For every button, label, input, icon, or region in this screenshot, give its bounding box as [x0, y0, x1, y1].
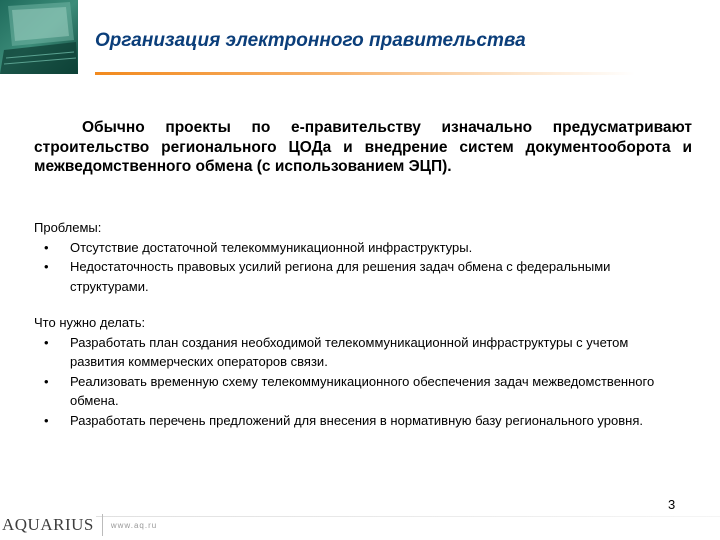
bullet: •	[44, 259, 49, 274]
list-item-text: Разработать план создания необходимой телекоммуникационной инфраструктуры с учетом развития коммерческих операторов связи.	[70, 334, 629, 369]
problems-heading: Проблемы:	[34, 220, 102, 235]
list-item	[34, 333, 674, 372]
logo-divider	[102, 514, 103, 536]
todo-list	[34, 333, 674, 431]
list-item-text: Реализовать временную схему телекоммуникационного обеспечения задач межведомственного обмена.	[70, 373, 655, 408]
todo-section	[34, 313, 674, 430]
list-item-text: Разработать перечень предложений для внесения в нормативную базу регионального уровня.	[70, 412, 643, 428]
list-item	[34, 238, 674, 258]
list-item-text: Недостаточность правовых усилий региона для решения задач обмена с федеральными структурами.	[70, 259, 611, 294]
bullet: •	[44, 412, 49, 428]
footer-url: www.aq.ru	[110, 520, 158, 530]
page-number: 3	[668, 497, 676, 512]
list-item	[34, 257, 674, 296]
footer-divider	[96, 516, 720, 517]
list-item-text: Отсутствие достаточной телекоммуникационной инфраструктуры.	[70, 239, 473, 255]
page-title: Организация электронного правительства	[95, 30, 526, 51]
bullet: •	[44, 239, 49, 255]
header-laptop-image	[0, 0, 78, 74]
company-logo: AQUARIUS	[2, 515, 94, 534]
title-underline	[95, 72, 635, 75]
footer-logo	[2, 513, 157, 537]
list-item	[34, 411, 674, 431]
bullet: •	[44, 373, 49, 389]
problems-section	[34, 218, 674, 296]
bullet: •	[44, 334, 49, 350]
intro-paragraph: Обычно проекты по е-правительству изначально предусматривают строительство регионального ЦОДа и внедрение систем документооборота и межведомственного обмена (с использованием ЭЦП).	[34, 119, 692, 175]
problems-list	[34, 238, 674, 297]
laptop-icon	[0, 0, 78, 74]
list-item	[34, 372, 674, 411]
todo-heading: Что нужно делать:	[34, 315, 146, 330]
